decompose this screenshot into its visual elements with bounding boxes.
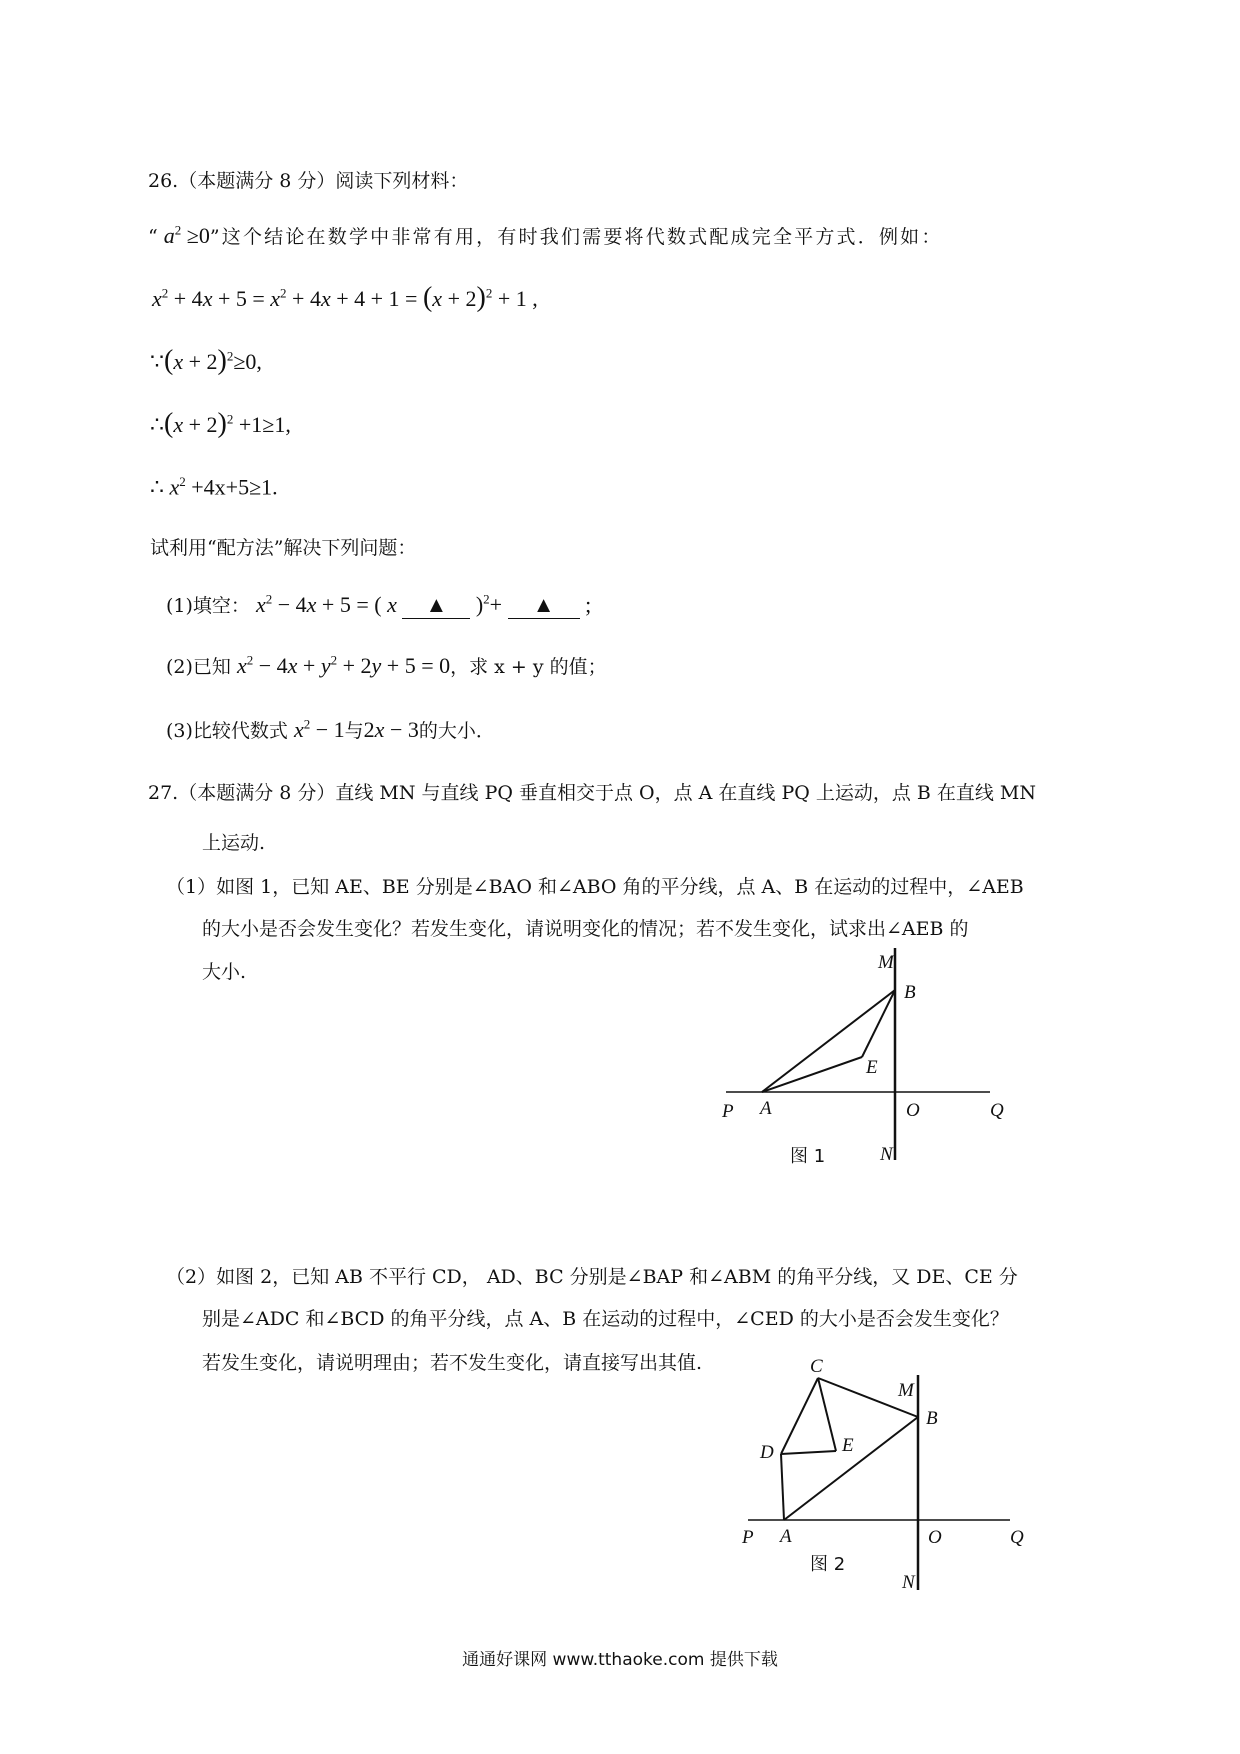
q27-part1-line2: 的大小是否会发生变化？若发生变化，请说明变化的情况；若不发生变化，试求出∠AEB 的 (202, 918, 969, 940)
segment-de (781, 1451, 836, 1454)
q26-part3-mid: 与 (344, 720, 364, 742)
figure-2-caption: 图 2 (810, 1554, 846, 1575)
q26-part3-label: (3)比较代数式 (166, 720, 288, 742)
label-b: B (926, 1408, 938, 1429)
q26-because-line: ∵(x + 2)$^2$≥0, (150, 345, 262, 376)
label-a: A (760, 1098, 772, 1119)
q27-part1-line1: （1）如图 1，已知 AE、BE 分别是∠BAO 和∠ABO 角的平分线，点 A、B 在运动的过程中，∠AEB (166, 876, 1024, 898)
blank-mark-icon: ▲ (425, 592, 448, 617)
label-o: O (928, 1527, 942, 1548)
label-m: M (878, 952, 894, 973)
q26-task: 试利用“配方法”解决下列问题： (150, 537, 417, 559)
label-q: Q (1010, 1527, 1024, 1548)
figure-1 (700, 940, 1020, 1170)
segment-ce (818, 1378, 836, 1451)
label-p: P (722, 1101, 734, 1122)
label-m: M (898, 1380, 914, 1401)
segment-ad (781, 1454, 784, 1520)
segment-cd (781, 1378, 818, 1454)
q26-part2 (166, 652, 607, 679)
q26-part3-expr-a: $x^2 - 1$ (293, 716, 345, 742)
label-p: P (742, 1527, 754, 1548)
q26-therefore2-line: ∴ $x^2 +4x+5\ge 1$. (150, 474, 278, 500)
segment-be (862, 990, 895, 1057)
label-e: E (866, 1057, 878, 1078)
q27-part2-line1: （2）如图 2，已知 AB 不平行 CD， AD、BC 分别是∠BAP 和∠ABM 的角平分线，又 DE、CE 分 (166, 1266, 1018, 1288)
segment-ae (762, 1057, 862, 1092)
label-e: E (842, 1435, 854, 1456)
q26-part3-end: 的大小． (418, 720, 495, 742)
q26-example-eq: $x^2 + 4x + 5 = x^2 + 4x + 4 + 1 = (x + 2)^2 + 1$ , (152, 282, 538, 313)
q26-part1-eq: $x^2 - 4x + 5$ = ( x ▲ )$^2$+ ▲ ; (255, 591, 592, 617)
q26-intro (148, 222, 943, 249)
label-a: A (780, 1526, 792, 1547)
q26-part1-blank2 (508, 592, 580, 619)
q26-part3 (166, 716, 495, 743)
q26-therefore1-line: ∴(x + 2)$^2$ +1≥1, (150, 408, 291, 439)
q27-part2-line3: 若发生变化，请说明理由；若不发生变化，请直接写出其值. (202, 1352, 703, 1374)
label-b: B (904, 982, 916, 1003)
q26-intro-prefix: “ (148, 226, 158, 248)
q27-header: 27.（本题满分 8 分）直线 MN 与直线 PQ 垂直相交于点 O，点 A 在直线 PQ 上运动，点 B 在直线 MN (148, 782, 1037, 804)
figure-1-caption: 图 1 (790, 1146, 826, 1167)
q26-part1-label: (1)填空： (166, 595, 250, 617)
q27-part2-line2: 别是∠ADC 和∠BCD 的角平分线，点 A、B 在运动的过程中，∠CED 的大小是否会发生变化？ (202, 1308, 1009, 1330)
q26-part2-label: (2)已知 (166, 656, 231, 678)
label-n: N (880, 1144, 893, 1165)
q26-header: 26.（本题满分 8 分）阅读下列材料： (148, 170, 469, 192)
label-n: N (902, 1572, 915, 1590)
q26-intro-text: ”这个结论在数学中非常有用，有时我们需要将代数式配成完全平方式．例如： (209, 226, 943, 248)
q26-intro-expr: ≥0 (186, 223, 210, 248)
label-c: C (810, 1356, 823, 1377)
q26-intro-math: $a^2 \ge 0$ (163, 222, 210, 248)
q26-therefore2-expr: +4x+5≥1. (191, 474, 278, 500)
figure-2 (720, 1350, 1040, 1590)
page-footer: 通通好课网 www.tthaoke.com 提供下载 (462, 1650, 778, 1670)
q26-part3-expr-b: 2x − 3 (363, 717, 419, 742)
q27-part1-line3: 大小. (202, 961, 247, 983)
q26-therefore1-expr: +1≥1, (238, 412, 291, 437)
q27-header-cont: 上运动. (202, 832, 266, 854)
label-d: D (760, 1442, 774, 1463)
q26-part1 (166, 591, 591, 619)
q26-because-expr: ≥0, (233, 349, 262, 374)
label-o: O (906, 1100, 920, 1121)
q26-part1-blank1 (402, 592, 470, 619)
q26-part2-suffix: ，求 x + y 的值； (450, 656, 607, 678)
q26-part2-eq: $x^2 - 4x + y^2 + 2y + 5 = 0$ (236, 652, 451, 678)
blank-mark-icon: ▲ (532, 592, 555, 617)
label-q: Q (990, 1100, 1004, 1121)
segment-ab (784, 1417, 918, 1520)
